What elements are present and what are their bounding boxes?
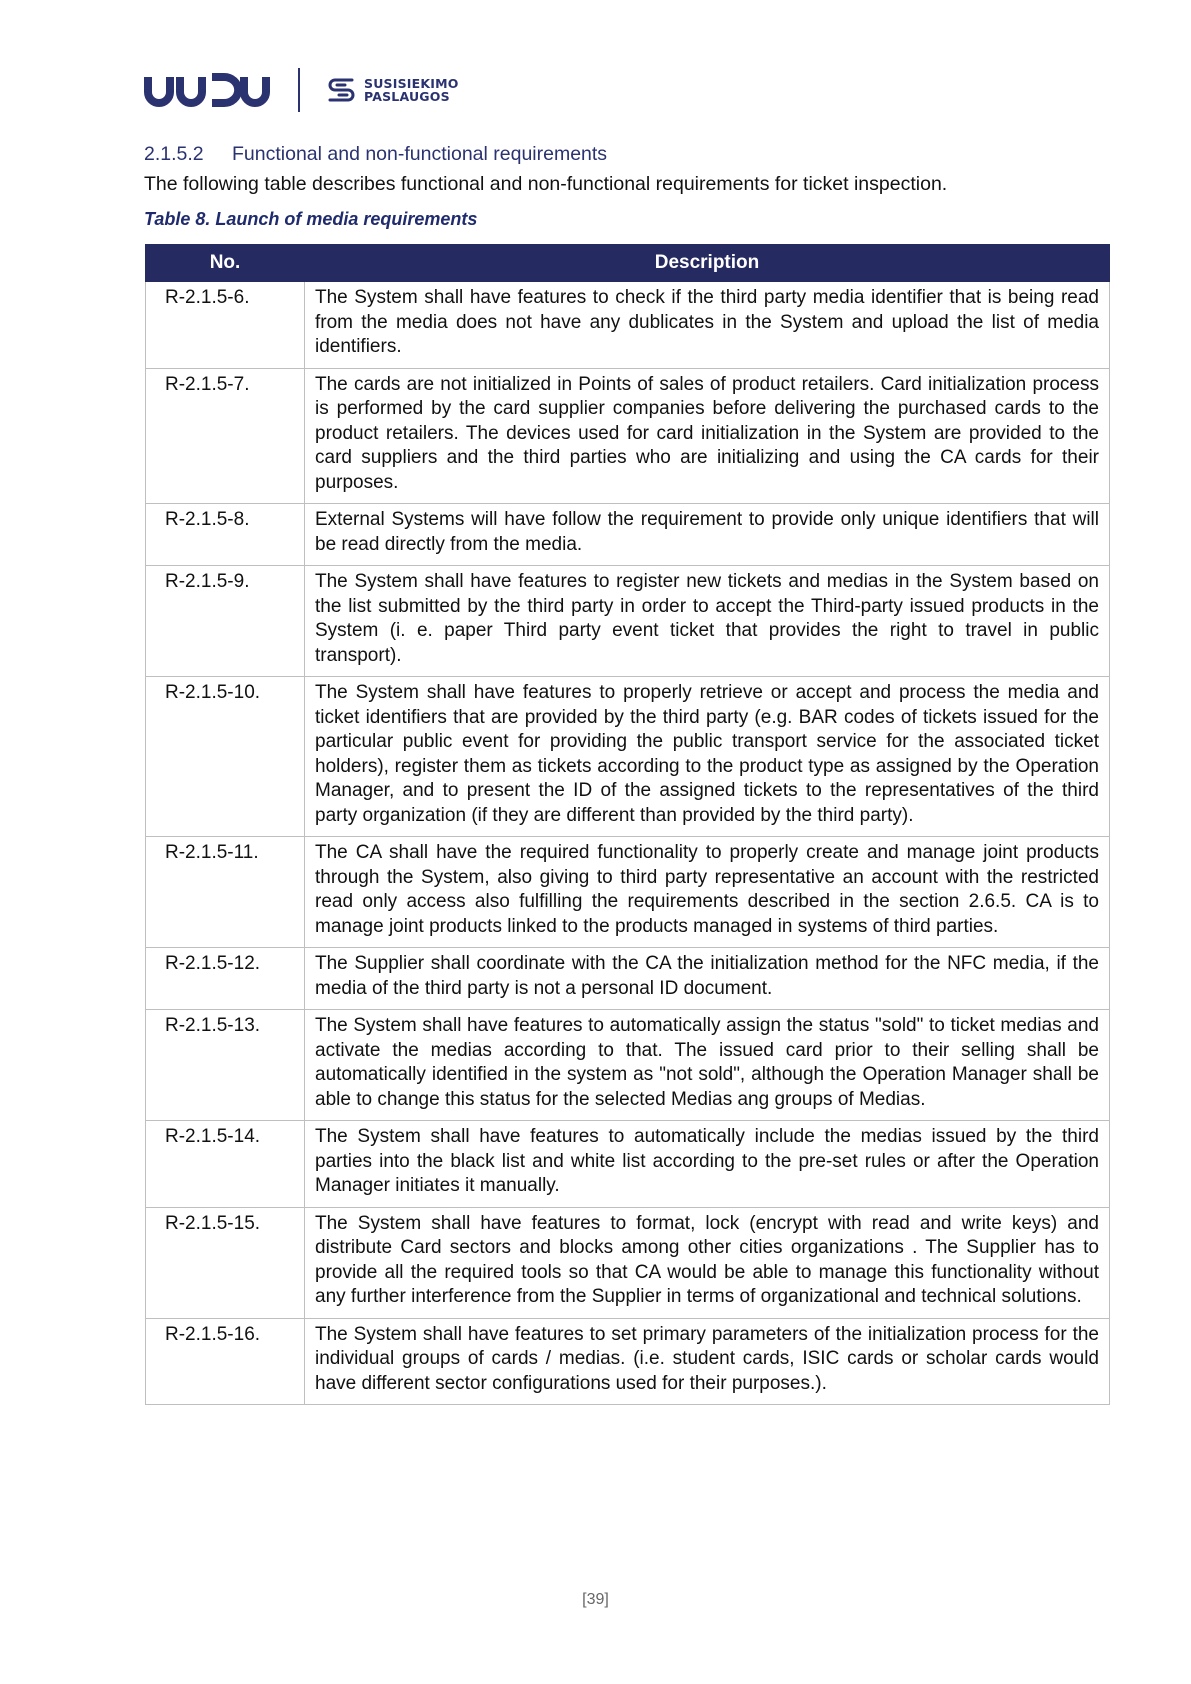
table-row bbox=[146, 566, 1110, 677]
requirement-number: R-2.1.5-7. bbox=[146, 368, 305, 504]
table-row bbox=[146, 368, 1110, 504]
requirement-description: The Supplier shall coordinate with the CA the initialization method for the NFC media, if the media of the third party is not a personal ID document. bbox=[305, 948, 1110, 1010]
requirement-number: R-2.1.5-14. bbox=[146, 1121, 305, 1208]
logo-divider bbox=[298, 68, 300, 112]
column-header-description: Description bbox=[305, 245, 1110, 282]
requirement-description: The System shall have features to automatically assign the status "sold" to ticket medias and activate the medias according to that. The issued card prior to their selling shall be automatically identified in the system as "not sold", although the Operation Manager shall be able to change this status for the selected Medias ang groups of Medias. bbox=[305, 1010, 1110, 1121]
requirement-description: The CA shall have the required functionality to properly create and manage joint products through the System, also giving to third party representative an account with the restricted read only access also fulfilling the requirements described in the section 2.6.5. CA is to manage joint products linked to the products managed in systems of third parties. bbox=[305, 837, 1110, 948]
requirement-number: R-2.1.5-9. bbox=[146, 566, 305, 677]
judu-logo bbox=[144, 73, 274, 107]
table-row bbox=[146, 1121, 1110, 1208]
requirement-description: The System shall have features to set primary parameters of the initialization process for the individual groups of cards / medias. (i.e. student cards, ISIC cards or scholar cards would have different sector configurations used for their purposes.). bbox=[305, 1318, 1110, 1405]
requirement-description: The System shall have features to format, lock (encrypt with read and write keys) and distribute Card sectors and blocks among other cities organizations . The Supplier has to provide all the required tools so that CA would be able to manage this functionality without any further interference from the Supplier in terms of organizational and technical solutions. bbox=[305, 1207, 1110, 1318]
sp-emblem-icon bbox=[326, 76, 358, 104]
section-number: 2.1.5.2 bbox=[144, 143, 204, 165]
table-row bbox=[146, 504, 1110, 566]
requirement-description: External Systems will have follow the requirement to provide only unique identifiers that will be read directly from the media. bbox=[305, 504, 1110, 566]
requirement-number: R-2.1.5-16. bbox=[146, 1318, 305, 1405]
table-header-row bbox=[146, 245, 1110, 282]
requirement-number: R-2.1.5-12. bbox=[146, 948, 305, 1010]
susisiekimo-paslaugos-logo bbox=[326, 76, 459, 104]
requirement-number: R-2.1.5-8. bbox=[146, 504, 305, 566]
requirement-number: R-2.1.5-15. bbox=[146, 1207, 305, 1318]
header-logos bbox=[144, 66, 459, 114]
requirement-description: The System shall have features to register new tickets and medias in the System based on the list submitted by the third party in order to accept the Third-party issued products in the System (i. e. paper Third party event ticket that provides the right to travel in public transport). bbox=[305, 566, 1110, 677]
requirement-number: R-2.1.5-11. bbox=[146, 837, 305, 948]
table-row bbox=[146, 1207, 1110, 1318]
requirement-description: The cards are not initialized in Points of sales of product retailers. Card initialization process is performed by the card supplier companies before delivering the purchased cards to the product retailers. The devices used for card initialization in the System are provided to the card suppliers and the third parties who are initializing and using the CA cards for their purposes. bbox=[305, 368, 1110, 504]
table-row bbox=[146, 1010, 1110, 1121]
section-title: Functional and non-functional requirements bbox=[232, 143, 608, 165]
table-body bbox=[146, 282, 1110, 1405]
requirements-table bbox=[145, 244, 1110, 1405]
requirement-number: R-2.1.5-13. bbox=[146, 1010, 305, 1121]
requirement-number: R-2.1.5-6. bbox=[146, 282, 305, 369]
table-row bbox=[146, 677, 1110, 837]
page-number: [39] bbox=[582, 1591, 609, 1608]
requirement-description: The System shall have features to check if the third party media identifier that is being read from the media does not have any dublicates in the System and upload the list of media identifiers. bbox=[305, 282, 1110, 369]
table-row bbox=[146, 282, 1110, 369]
intro-paragraph: The following table describes functional and non-functional requirements for ticket inspection. bbox=[144, 173, 948, 195]
requirement-description: The System shall have features to properly retrieve or accept and process the media and ticket identifiers that are provided by the third party (e.g. BAR codes of tickets issued for the particular public event for providing the public transport service for the associated ticket holders), register them as tickets according to the product type as assigned by the Operation Manager, and to present the ID of the assigned tickets to the representatives of the third party organization (if they are different than provided by the third party). bbox=[305, 677, 1110, 837]
column-header-no: No. bbox=[146, 245, 305, 282]
requirement-description: The System shall have features to automatically include the medias issued by the third parties into the black list and white list according to the pre-set rules or after the Operation Manager initiates it manually. bbox=[305, 1121, 1110, 1208]
sp-logo-line2: PASLAUGOS bbox=[364, 89, 450, 104]
requirement-number: R-2.1.5-10. bbox=[146, 677, 305, 837]
table-caption: Table 8. Launch of media requirements bbox=[144, 209, 478, 229]
table-row bbox=[146, 1318, 1110, 1405]
table-row bbox=[146, 948, 1110, 1010]
table-row bbox=[146, 837, 1110, 948]
sp-logo-line1: SUSISIEKIMO bbox=[364, 76, 459, 91]
section-heading bbox=[144, 143, 607, 166]
